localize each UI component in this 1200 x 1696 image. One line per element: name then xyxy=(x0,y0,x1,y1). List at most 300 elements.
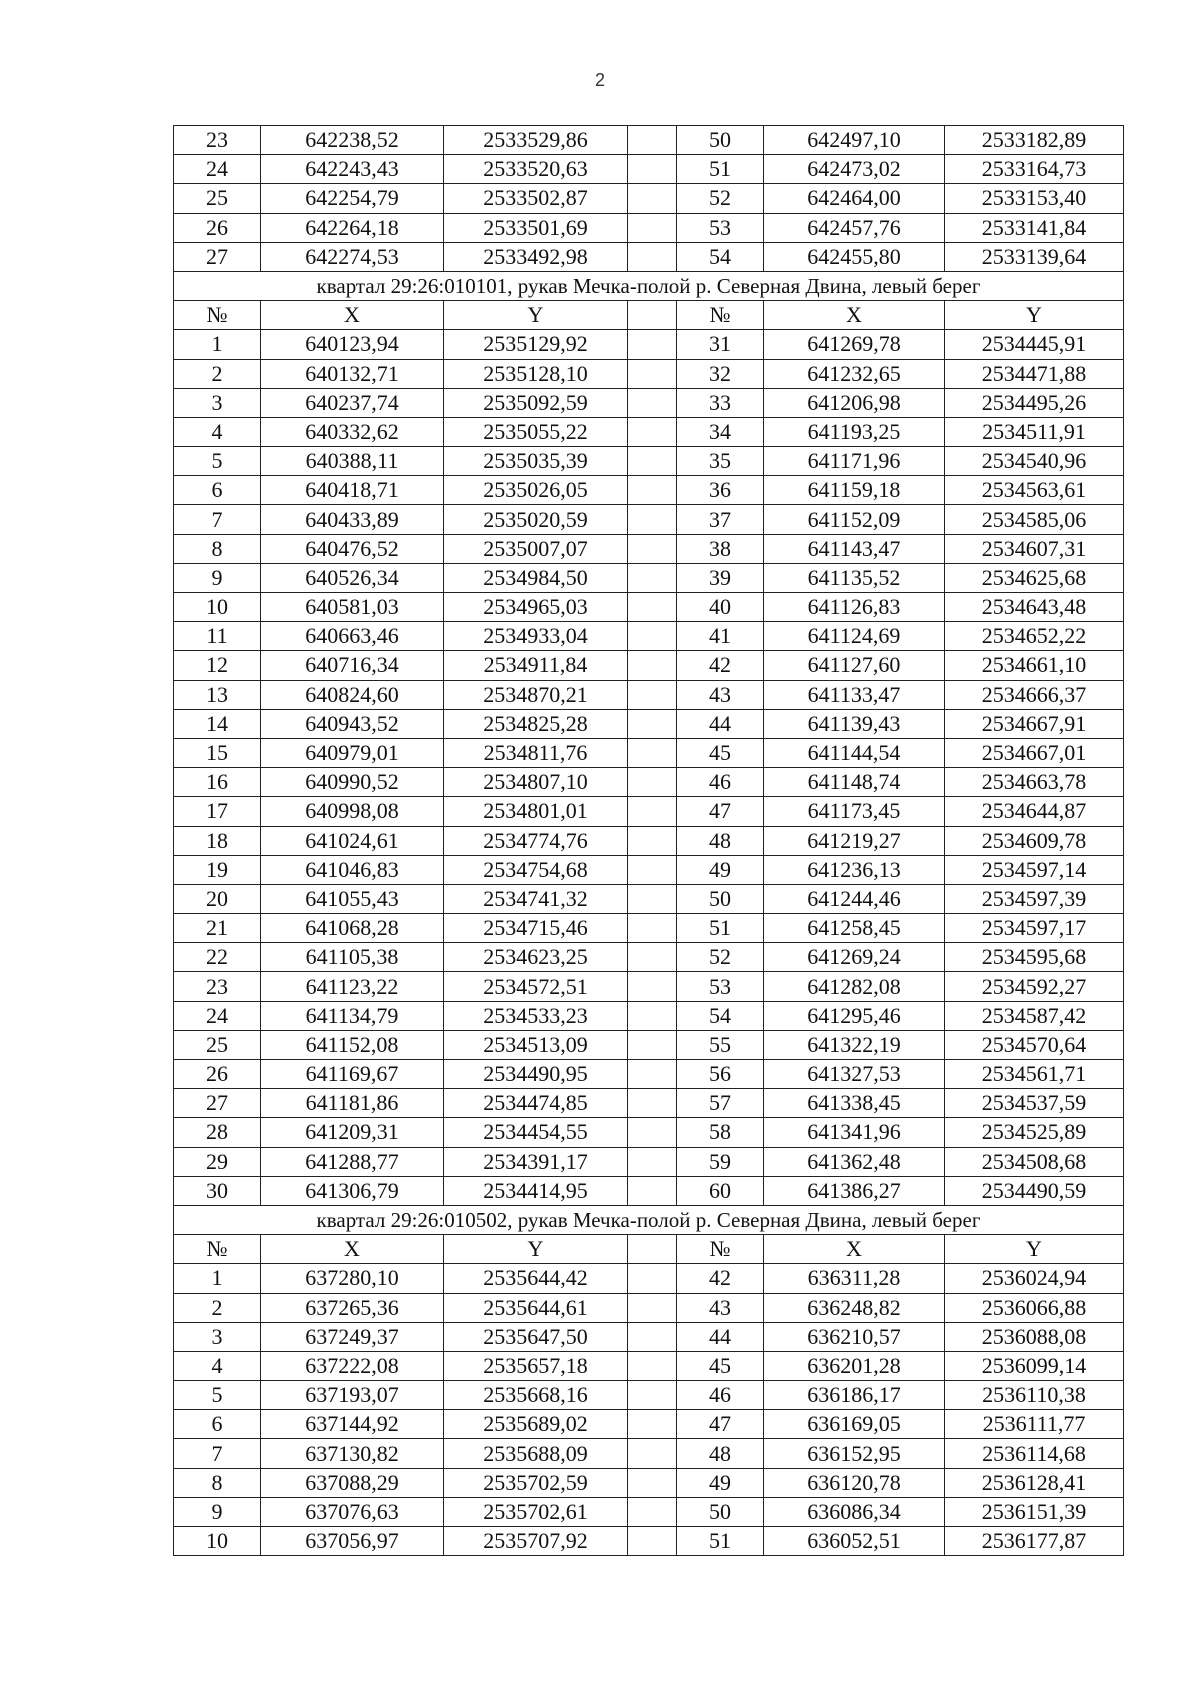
point-number-cell: 7 xyxy=(174,1439,261,1468)
x-coordinate-cell: 642457,76 xyxy=(764,213,945,242)
point-number-cell: 50 xyxy=(677,126,764,155)
table-row xyxy=(174,972,1124,1001)
y-coordinate-cell: 2534471,88 xyxy=(945,359,1124,388)
point-number-cell: 44 xyxy=(677,1322,764,1351)
point-number-cell: 10 xyxy=(174,1527,261,1556)
table-row xyxy=(174,447,1124,476)
spacer-cell xyxy=(628,126,677,155)
table-row xyxy=(174,359,1124,388)
point-number-cell: 31 xyxy=(677,330,764,359)
x-coordinate-cell: 641105,38 xyxy=(261,943,444,972)
column-header: Y xyxy=(444,1235,628,1264)
point-number-cell: 27 xyxy=(174,242,261,271)
point-number-cell: 42 xyxy=(677,1264,764,1293)
x-coordinate-cell: 637265,36 xyxy=(261,1293,444,1322)
x-coordinate-cell: 641269,24 xyxy=(764,943,945,972)
point-number-cell: 52 xyxy=(677,943,764,972)
spacer-cell xyxy=(628,476,677,505)
x-coordinate-cell: 637130,82 xyxy=(261,1439,444,1468)
point-number-cell: 51 xyxy=(677,155,764,184)
x-coordinate-cell: 637076,63 xyxy=(261,1497,444,1526)
spacer-cell xyxy=(628,1468,677,1497)
x-coordinate-cell: 636201,28 xyxy=(764,1351,945,1380)
point-number-cell: 5 xyxy=(174,447,261,476)
point-number-cell: 37 xyxy=(677,505,764,534)
table-row xyxy=(174,126,1124,155)
point-number-cell: 25 xyxy=(174,1030,261,1059)
y-coordinate-cell: 2536066,88 xyxy=(945,1293,1124,1322)
point-number-cell: 48 xyxy=(677,1439,764,1468)
x-coordinate-cell: 641152,08 xyxy=(261,1030,444,1059)
y-coordinate-cell: 2534643,48 xyxy=(945,593,1124,622)
x-coordinate-cell: 641152,09 xyxy=(764,505,945,534)
table-row xyxy=(174,1060,1124,1089)
column-header: X xyxy=(764,1235,945,1264)
column-header: № xyxy=(174,1235,261,1264)
point-number-cell: 59 xyxy=(677,1147,764,1176)
column-header: № xyxy=(677,301,764,330)
spacer-cell xyxy=(628,1351,677,1380)
point-number-cell: 14 xyxy=(174,709,261,738)
y-coordinate-cell: 2535702,59 xyxy=(444,1468,628,1497)
y-coordinate-cell: 2534774,76 xyxy=(444,826,628,855)
y-coordinate-cell: 2534933,04 xyxy=(444,622,628,651)
x-coordinate-cell: 641181,86 xyxy=(261,1089,444,1118)
x-coordinate-cell: 640132,71 xyxy=(261,359,444,388)
y-coordinate-cell: 2534533,23 xyxy=(444,1001,628,1030)
x-coordinate-cell: 636311,28 xyxy=(764,1264,945,1293)
x-coordinate-cell: 640433,89 xyxy=(261,505,444,534)
y-coordinate-cell: 2534625,68 xyxy=(945,563,1124,592)
point-number-cell: 23 xyxy=(174,972,261,1001)
point-number-cell: 32 xyxy=(677,359,764,388)
section-title-row xyxy=(174,1205,1124,1234)
y-coordinate-cell: 2536114,68 xyxy=(945,1439,1124,1468)
point-number-cell: 49 xyxy=(677,1468,764,1497)
table-row xyxy=(174,914,1124,943)
y-coordinate-cell: 2534663,78 xyxy=(945,768,1124,797)
point-number-cell: 11 xyxy=(174,622,261,651)
spacer-cell xyxy=(628,1176,677,1205)
table-row xyxy=(174,1351,1124,1380)
y-coordinate-cell: 2535668,16 xyxy=(444,1381,628,1410)
point-number-cell: 3 xyxy=(174,1322,261,1351)
point-number-cell: 26 xyxy=(174,1060,261,1089)
point-number-cell: 5 xyxy=(174,1381,261,1410)
x-coordinate-cell: 641193,25 xyxy=(764,417,945,446)
column-header: № xyxy=(677,1235,764,1264)
y-coordinate-cell: 2534490,95 xyxy=(444,1060,628,1089)
x-coordinate-cell: 636052,51 xyxy=(764,1527,945,1556)
table-row xyxy=(174,155,1124,184)
x-coordinate-cell: 641159,18 xyxy=(764,476,945,505)
y-coordinate-cell: 2534666,37 xyxy=(945,680,1124,709)
table-row xyxy=(174,505,1124,534)
spacer-cell xyxy=(628,155,677,184)
y-coordinate-cell: 2534414,95 xyxy=(444,1176,628,1205)
column-header: Y xyxy=(444,301,628,330)
table-row xyxy=(174,1439,1124,1468)
x-coordinate-cell: 641306,79 xyxy=(261,1176,444,1205)
y-coordinate-cell: 2533141,84 xyxy=(945,213,1124,242)
point-number-cell: 50 xyxy=(677,884,764,913)
x-coordinate-cell: 637249,37 xyxy=(261,1322,444,1351)
table-row xyxy=(174,738,1124,767)
y-coordinate-cell: 2534490,59 xyxy=(945,1176,1124,1205)
spacer-cell xyxy=(628,359,677,388)
x-coordinate-cell: 642274,53 xyxy=(261,242,444,271)
table-row xyxy=(174,593,1124,622)
y-coordinate-cell: 2535702,61 xyxy=(444,1497,628,1526)
point-number-cell: 33 xyxy=(677,388,764,417)
spacer-cell xyxy=(628,1381,677,1410)
point-number-cell: 27 xyxy=(174,1089,261,1118)
spacer-cell xyxy=(628,738,677,767)
x-coordinate-cell: 640998,08 xyxy=(261,797,444,826)
table-row xyxy=(174,884,1124,913)
y-coordinate-cell: 2534911,84 xyxy=(444,651,628,680)
point-number-cell: 2 xyxy=(174,359,261,388)
point-number-cell: 3 xyxy=(174,388,261,417)
x-coordinate-cell: 642254,79 xyxy=(261,184,444,213)
y-coordinate-cell: 2535657,18 xyxy=(444,1351,628,1380)
y-coordinate-cell: 2535020,59 xyxy=(444,505,628,534)
y-coordinate-cell: 2536128,41 xyxy=(945,1468,1124,1497)
x-coordinate-cell: 640663,46 xyxy=(261,622,444,651)
spacer-cell xyxy=(628,972,677,1001)
spacer-cell xyxy=(628,914,677,943)
table-row xyxy=(174,709,1124,738)
point-number-cell: 34 xyxy=(677,417,764,446)
spacer-cell xyxy=(628,797,677,826)
x-coordinate-cell: 640979,01 xyxy=(261,738,444,767)
spacer-cell xyxy=(628,855,677,884)
section-title: квартал 29:26:010502, рукав Мечка-полой р. Северная Двина, левый берег xyxy=(174,1205,1124,1234)
y-coordinate-cell: 2534715,46 xyxy=(444,914,628,943)
spacer-cell xyxy=(628,1060,677,1089)
x-coordinate-cell: 640581,03 xyxy=(261,593,444,622)
spacer-cell xyxy=(628,388,677,417)
y-coordinate-cell: 2533529,86 xyxy=(444,126,628,155)
spacer-cell xyxy=(628,1001,677,1030)
x-coordinate-cell: 641362,48 xyxy=(764,1147,945,1176)
point-number-cell: 20 xyxy=(174,884,261,913)
table-row xyxy=(174,622,1124,651)
y-coordinate-cell: 2534870,21 xyxy=(444,680,628,709)
point-number-cell: 50 xyxy=(677,1497,764,1526)
x-coordinate-cell: 640824,60 xyxy=(261,680,444,709)
table-row xyxy=(174,534,1124,563)
point-number-cell: 8 xyxy=(174,534,261,563)
spacer-cell xyxy=(628,651,677,680)
y-coordinate-cell: 2534609,78 xyxy=(945,826,1124,855)
point-number-cell: 10 xyxy=(174,593,261,622)
table-row xyxy=(174,1293,1124,1322)
point-number-cell: 47 xyxy=(677,1410,764,1439)
y-coordinate-cell: 2536024,94 xyxy=(945,1264,1124,1293)
y-coordinate-cell: 2534811,76 xyxy=(444,738,628,767)
point-number-cell: 30 xyxy=(174,1176,261,1205)
x-coordinate-cell: 641244,46 xyxy=(764,884,945,913)
table-row xyxy=(174,651,1124,680)
y-coordinate-cell: 2534984,50 xyxy=(444,563,628,592)
y-coordinate-cell: 2535688,09 xyxy=(444,1439,628,1468)
point-number-cell: 60 xyxy=(677,1176,764,1205)
x-coordinate-cell: 641386,27 xyxy=(764,1176,945,1205)
table-row xyxy=(174,1497,1124,1526)
y-coordinate-cell: 2536088,08 xyxy=(945,1322,1124,1351)
point-number-cell: 43 xyxy=(677,1293,764,1322)
table-row xyxy=(174,330,1124,359)
point-number-cell: 58 xyxy=(677,1118,764,1147)
x-coordinate-cell: 636186,17 xyxy=(764,1381,945,1410)
point-number-cell: 22 xyxy=(174,943,261,972)
table-row xyxy=(174,1030,1124,1059)
point-number-cell: 51 xyxy=(677,914,764,943)
x-coordinate-cell: 636210,57 xyxy=(764,1322,945,1351)
x-coordinate-cell: 637193,07 xyxy=(261,1381,444,1410)
x-coordinate-cell: 642243,43 xyxy=(261,155,444,184)
table-row xyxy=(174,826,1124,855)
point-number-cell: 17 xyxy=(174,797,261,826)
y-coordinate-cell: 2534597,14 xyxy=(945,855,1124,884)
point-number-cell: 39 xyxy=(677,563,764,592)
x-coordinate-cell: 641133,47 xyxy=(764,680,945,709)
x-coordinate-cell: 641143,47 xyxy=(764,534,945,563)
point-number-cell: 48 xyxy=(677,826,764,855)
x-coordinate-cell: 641295,46 xyxy=(764,1001,945,1030)
column-header: Y xyxy=(945,1235,1124,1264)
table-row xyxy=(174,1176,1124,1205)
table-row xyxy=(174,1381,1124,1410)
point-number-cell: 1 xyxy=(174,330,261,359)
x-coordinate-cell: 641055,43 xyxy=(261,884,444,913)
y-coordinate-cell: 2534801,01 xyxy=(444,797,628,826)
y-coordinate-cell: 2536111,77 xyxy=(945,1410,1124,1439)
point-number-cell: 36 xyxy=(677,476,764,505)
x-coordinate-cell: 637056,97 xyxy=(261,1527,444,1556)
point-number-cell: 38 xyxy=(677,534,764,563)
y-coordinate-cell: 2534595,68 xyxy=(945,943,1124,972)
y-coordinate-cell: 2536151,39 xyxy=(945,1497,1124,1526)
point-number-cell: 53 xyxy=(677,972,764,1001)
page-number: 2 xyxy=(594,70,605,90)
spacer-cell xyxy=(628,622,677,651)
spacer-cell xyxy=(628,1030,677,1059)
point-number-cell: 7 xyxy=(174,505,261,534)
y-coordinate-cell: 2533501,69 xyxy=(444,213,628,242)
point-number-cell: 24 xyxy=(174,155,261,184)
y-coordinate-cell: 2533182,89 xyxy=(945,126,1124,155)
spacer-cell xyxy=(628,1322,677,1351)
table-row xyxy=(174,563,1124,592)
y-coordinate-cell: 2534825,28 xyxy=(444,709,628,738)
point-number-cell: 55 xyxy=(677,1030,764,1059)
table-row xyxy=(174,680,1124,709)
x-coordinate-cell: 641169,67 xyxy=(261,1060,444,1089)
section-title: квартал 29:26:010101, рукав Мечка-полой р. Северная Двина, левый берег xyxy=(174,271,1124,300)
x-coordinate-cell: 641126,83 xyxy=(764,593,945,622)
y-coordinate-cell: 2536099,14 xyxy=(945,1351,1124,1380)
spacer-cell xyxy=(628,1497,677,1526)
table-row xyxy=(174,1147,1124,1176)
header-row xyxy=(174,1235,1124,1264)
y-coordinate-cell: 2534525,89 xyxy=(945,1118,1124,1147)
x-coordinate-cell: 640332,62 xyxy=(261,417,444,446)
x-coordinate-cell: 640526,34 xyxy=(261,563,444,592)
y-coordinate-cell: 2534597,39 xyxy=(945,884,1124,913)
x-coordinate-cell: 641024,61 xyxy=(261,826,444,855)
y-coordinate-cell: 2534592,27 xyxy=(945,972,1124,1001)
spacer-cell xyxy=(628,884,677,913)
x-coordinate-cell: 637144,92 xyxy=(261,1410,444,1439)
y-coordinate-cell: 2534644,87 xyxy=(945,797,1124,826)
y-coordinate-cell: 2534667,01 xyxy=(945,738,1124,767)
point-number-cell: 9 xyxy=(174,563,261,592)
y-coordinate-cell: 2536110,38 xyxy=(945,1381,1124,1410)
y-coordinate-cell: 2535707,92 xyxy=(444,1527,628,1556)
x-coordinate-cell: 636169,05 xyxy=(764,1410,945,1439)
x-coordinate-cell: 641068,28 xyxy=(261,914,444,943)
point-number-cell: 24 xyxy=(174,1001,261,1030)
point-number-cell: 43 xyxy=(677,680,764,709)
column-header xyxy=(628,1235,677,1264)
table-row xyxy=(174,797,1124,826)
spacer-cell xyxy=(628,330,677,359)
spacer-cell xyxy=(628,768,677,797)
point-number-cell: 18 xyxy=(174,826,261,855)
x-coordinate-cell: 642497,10 xyxy=(764,126,945,155)
x-coordinate-cell: 641046,83 xyxy=(261,855,444,884)
x-coordinate-cell: 641209,31 xyxy=(261,1118,444,1147)
x-coordinate-cell: 642455,80 xyxy=(764,242,945,271)
x-coordinate-cell: 642238,52 xyxy=(261,126,444,155)
y-coordinate-cell: 2534445,91 xyxy=(945,330,1124,359)
y-coordinate-cell: 2536177,87 xyxy=(945,1527,1124,1556)
spacer-cell xyxy=(628,1264,677,1293)
table-row xyxy=(174,388,1124,417)
x-coordinate-cell: 641236,13 xyxy=(764,855,945,884)
x-coordinate-cell: 641322,19 xyxy=(764,1030,945,1059)
y-coordinate-cell: 2534391,17 xyxy=(444,1147,628,1176)
x-coordinate-cell: 641327,53 xyxy=(764,1060,945,1089)
y-coordinate-cell: 2534508,68 xyxy=(945,1147,1124,1176)
column-header: X xyxy=(764,301,945,330)
x-coordinate-cell: 641269,78 xyxy=(764,330,945,359)
y-coordinate-cell: 2535026,05 xyxy=(444,476,628,505)
x-coordinate-cell: 641123,22 xyxy=(261,972,444,1001)
y-coordinate-cell: 2534537,59 xyxy=(945,1089,1124,1118)
y-coordinate-cell: 2535647,50 xyxy=(444,1322,628,1351)
x-coordinate-cell: 640943,52 xyxy=(261,709,444,738)
point-number-cell: 9 xyxy=(174,1497,261,1526)
table-row xyxy=(174,1089,1124,1118)
point-number-cell: 19 xyxy=(174,855,261,884)
x-coordinate-cell: 641341,96 xyxy=(764,1118,945,1147)
spacer-cell xyxy=(628,1527,677,1556)
section-title-row xyxy=(174,271,1124,300)
spacer-cell xyxy=(628,1293,677,1322)
spacer-cell xyxy=(628,184,677,213)
table-row xyxy=(174,1001,1124,1030)
spacer-cell xyxy=(628,1439,677,1468)
y-coordinate-cell: 2535035,39 xyxy=(444,447,628,476)
y-coordinate-cell: 2533139,64 xyxy=(945,242,1124,271)
point-number-cell: 52 xyxy=(677,184,764,213)
point-number-cell: 16 xyxy=(174,768,261,797)
y-coordinate-cell: 2534570,64 xyxy=(945,1030,1124,1059)
point-number-cell: 26 xyxy=(174,213,261,242)
spacer-cell xyxy=(628,1089,677,1118)
y-coordinate-cell: 2533520,63 xyxy=(444,155,628,184)
x-coordinate-cell: 641288,77 xyxy=(261,1147,444,1176)
x-coordinate-cell: 640388,11 xyxy=(261,447,444,476)
y-coordinate-cell: 2534587,42 xyxy=(945,1001,1124,1030)
point-number-cell: 45 xyxy=(677,738,764,767)
x-coordinate-cell: 640123,94 xyxy=(261,330,444,359)
point-number-cell: 45 xyxy=(677,1351,764,1380)
x-coordinate-cell: 641139,43 xyxy=(764,709,945,738)
y-coordinate-cell: 2534741,32 xyxy=(444,884,628,913)
point-number-cell: 53 xyxy=(677,213,764,242)
point-number-cell: 54 xyxy=(677,242,764,271)
y-coordinate-cell: 2533502,87 xyxy=(444,184,628,213)
point-number-cell: 4 xyxy=(174,417,261,446)
x-coordinate-cell: 636152,95 xyxy=(764,1439,945,1468)
table-row xyxy=(174,1468,1124,1497)
x-coordinate-cell: 641135,52 xyxy=(764,563,945,592)
x-coordinate-cell: 641282,08 xyxy=(764,972,945,1001)
y-coordinate-cell: 2535128,10 xyxy=(444,359,628,388)
spacer-cell xyxy=(628,534,677,563)
y-coordinate-cell: 2535644,61 xyxy=(444,1293,628,1322)
y-coordinate-cell: 2534513,09 xyxy=(444,1030,628,1059)
y-coordinate-cell: 2534965,03 xyxy=(444,593,628,622)
table-row xyxy=(174,855,1124,884)
x-coordinate-cell: 640990,52 xyxy=(261,768,444,797)
table-row xyxy=(174,1264,1124,1293)
x-coordinate-cell: 636120,78 xyxy=(764,1468,945,1497)
point-number-cell: 6 xyxy=(174,1410,261,1439)
x-coordinate-cell: 637088,29 xyxy=(261,1468,444,1497)
table-row xyxy=(174,242,1124,271)
spacer-cell xyxy=(628,417,677,446)
y-coordinate-cell: 2534607,31 xyxy=(945,534,1124,563)
column-header: Y xyxy=(945,301,1124,330)
y-coordinate-cell: 2535644,42 xyxy=(444,1264,628,1293)
x-coordinate-cell: 641173,45 xyxy=(764,797,945,826)
table-row xyxy=(174,1118,1124,1147)
y-coordinate-cell: 2534623,25 xyxy=(444,943,628,972)
y-coordinate-cell: 2533164,73 xyxy=(945,155,1124,184)
x-coordinate-cell: 642473,02 xyxy=(764,155,945,184)
x-coordinate-cell: 641127,60 xyxy=(764,651,945,680)
point-number-cell: 57 xyxy=(677,1089,764,1118)
table-row xyxy=(174,1527,1124,1556)
y-coordinate-cell: 2535055,22 xyxy=(444,417,628,446)
x-coordinate-cell: 636086,34 xyxy=(764,1497,945,1526)
spacer-cell xyxy=(628,709,677,738)
y-coordinate-cell: 2534652,22 xyxy=(945,622,1124,651)
x-coordinate-cell: 636248,82 xyxy=(764,1293,945,1322)
point-number-cell: 8 xyxy=(174,1468,261,1497)
x-coordinate-cell: 640418,71 xyxy=(261,476,444,505)
x-coordinate-cell: 642464,00 xyxy=(764,184,945,213)
y-coordinate-cell: 2534807,10 xyxy=(444,768,628,797)
spacer-cell xyxy=(628,213,677,242)
y-coordinate-cell: 2535007,07 xyxy=(444,534,628,563)
x-coordinate-cell: 641148,74 xyxy=(764,768,945,797)
